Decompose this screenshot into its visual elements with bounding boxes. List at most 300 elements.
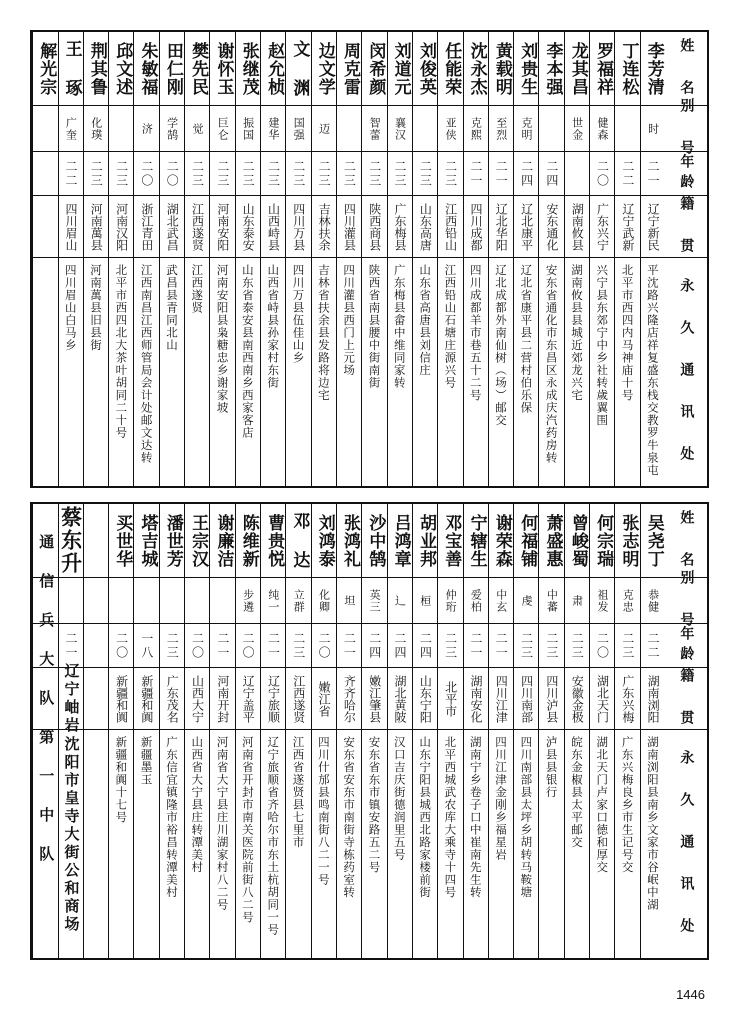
- cell-address: [160, 258, 184, 486]
- cell-origin-text: 山东高唐: [418, 202, 433, 251]
- cell-name-text: 张鸿礼: [340, 513, 361, 568]
- cell-name-text: 樊先民: [188, 41, 209, 96]
- cell-alias: [312, 578, 336, 624]
- cell-alias: [236, 106, 260, 152]
- cell-address-text: 广东梅县畲中维同家转: [392, 264, 407, 389]
- cell-name-text: 买世华: [112, 513, 133, 568]
- cell-origin-text: 四川成都: [468, 202, 483, 251]
- cell-origin: [641, 196, 665, 258]
- roster-column: [361, 32, 386, 486]
- cell-age: [565, 152, 589, 196]
- roster-column: [184, 504, 209, 958]
- cell-name-text: 王宗汉: [188, 513, 209, 568]
- roster-column: [311, 32, 336, 486]
- cell-age-text: 二〇: [595, 631, 610, 660]
- cell-alias: [590, 106, 614, 152]
- roster-column: [108, 504, 133, 958]
- cell-address: [59, 730, 83, 958]
- roster-column: [463, 504, 488, 958]
- roster-column: [209, 504, 234, 958]
- cell-name: [413, 32, 437, 106]
- cell-address: [539, 258, 563, 486]
- cell-alias: [489, 106, 513, 152]
- cell-origin: [210, 668, 234, 730]
- cell-age-text: 二三: [317, 159, 332, 188]
- cell-age-text: 二二: [620, 159, 635, 188]
- cell-address-text: 北平西城武农库大乘寺十四号: [443, 736, 458, 899]
- cell-age-text: 二三: [114, 159, 129, 188]
- cell-name-text: 朱敏福: [137, 41, 158, 96]
- cell-address: [641, 730, 665, 958]
- cell-origin-text: 北平市: [443, 680, 458, 717]
- cell-age-text: 二一: [494, 159, 509, 188]
- cell-address-text: 河南省大宁县庄川湖家村八二号: [215, 736, 230, 911]
- cell-address: [109, 258, 133, 486]
- cell-alias-text: 虔: [520, 594, 534, 607]
- cell-origin-text: 广东兴宁: [595, 202, 610, 251]
- cell-address: [185, 258, 209, 486]
- cell-age-text: 二三: [367, 159, 382, 188]
- cell-alias: [641, 578, 665, 624]
- cell-address: [109, 730, 133, 958]
- cell-origin-text: 河南安阳: [215, 202, 230, 251]
- cell-alias-text: 建华: [266, 116, 280, 141]
- cell-address: [84, 730, 108, 958]
- cell-origin-text: 陕西商县: [367, 202, 382, 251]
- cell-alias: [615, 578, 639, 624]
- cell-name: [312, 504, 336, 578]
- cell-alias: [160, 578, 184, 624]
- cell-name-text: 文 渊: [289, 40, 310, 97]
- roster-column: [614, 504, 639, 958]
- cell-alias-text: 化卿: [317, 588, 331, 613]
- roster-column: [589, 32, 614, 486]
- cell-age: [413, 152, 437, 196]
- cell-origin-text: 江西遂贤: [291, 674, 306, 723]
- cell-name-text: 陈维新: [238, 513, 259, 568]
- cell-age-text: 二四: [519, 159, 534, 188]
- cell-address: [438, 730, 462, 958]
- cell-origin-text: 辽北康平: [519, 202, 534, 251]
- cell-alias-text: 克忠: [621, 588, 635, 613]
- cell-name-text: 赵允桢: [264, 41, 285, 96]
- cell-name-text: 李芳清: [643, 41, 664, 96]
- cell-age: [210, 624, 234, 668]
- cell-age-text: 二三: [393, 159, 408, 188]
- cell-name: [286, 32, 310, 106]
- cell-alias: [337, 106, 361, 152]
- cell-alias: [388, 106, 412, 152]
- cell-name: [362, 504, 386, 578]
- cell-age-text: 二〇: [317, 631, 332, 660]
- cell-alias: [33, 106, 57, 152]
- roster-column: [412, 504, 437, 958]
- cell-name-text: 蔡东升: [58, 506, 83, 575]
- cell-name: [565, 504, 589, 578]
- cell-origin: [84, 668, 108, 730]
- cell-address-text: 山东宁阳县城西北路家楼前街: [418, 736, 433, 899]
- roster-column: [614, 32, 639, 486]
- cell-name: [514, 504, 538, 578]
- roster-column: [488, 32, 513, 486]
- cell-address-text: 陕西省南县腰中街南街: [367, 264, 382, 389]
- cell-alias: [59, 106, 83, 152]
- cell-origin-text: 吉林扶余: [317, 202, 332, 251]
- roster-column: [58, 504, 83, 958]
- cell-address: [514, 258, 538, 486]
- cell-age: [59, 152, 83, 196]
- cell-name: [413, 504, 437, 578]
- cell-address-text: 湖南宁乡卷子口中崔南先生转: [468, 736, 483, 899]
- cell-name-text: 宁辖生: [466, 513, 487, 568]
- cell-name-text: 王 琢: [61, 40, 82, 97]
- cell-origin: [59, 196, 83, 258]
- cell-origin-text: 辽宁新民: [646, 202, 661, 251]
- cell-origin: [236, 196, 260, 258]
- cell-name-text: 吴尧丁: [643, 513, 664, 568]
- cell-alias-text: 中蕃: [545, 588, 559, 613]
- cell-origin-text: 山东宁阳: [418, 674, 433, 723]
- cell-name: [641, 32, 665, 106]
- cell-origin: [286, 668, 310, 730]
- cell-address-text: 山东省高唐县刘信庄: [418, 264, 433, 377]
- cell-alias: [185, 106, 209, 152]
- cell-origin-text: 齐齐哈尔: [342, 674, 357, 723]
- header-age: [665, 152, 707, 196]
- cell-age-text: 二三: [570, 631, 585, 660]
- cell-age: [514, 152, 538, 196]
- cell-alias: [109, 106, 133, 152]
- cell-name-text: 萧盛惠: [542, 513, 563, 568]
- cell-alias: [438, 106, 462, 152]
- cell-origin: [641, 668, 665, 730]
- cell-age: [160, 624, 184, 668]
- cell-name: [185, 504, 209, 578]
- cell-name: [514, 32, 538, 106]
- cell-name: [134, 504, 158, 578]
- roster-column: [235, 504, 260, 958]
- cell-age: [388, 624, 412, 668]
- cell-name: [641, 504, 665, 578]
- cell-address-text: 新疆和阗十七号: [114, 736, 129, 824]
- cell-alias-text: 克熙: [469, 116, 483, 141]
- cell-address-text: 汉口吉庆街德润里五号: [392, 736, 407, 861]
- cell-alias: [565, 106, 589, 152]
- cell-address: [236, 258, 260, 486]
- cell-name-text: 刘道元: [390, 41, 411, 96]
- cell-address-text: 四川什邡县鸣南街八二一号: [316, 736, 331, 886]
- cell-age-text: 二三: [190, 159, 205, 188]
- roster-header-column: [665, 32, 707, 486]
- cell-age: [312, 624, 336, 668]
- cell-address: [261, 730, 285, 958]
- cell-alias: [514, 106, 538, 152]
- cell-address: [312, 258, 336, 486]
- cell-address-text: 江西铅山石塘庄源兴号: [443, 264, 458, 389]
- cell-origin-text: 广东兴梅: [620, 674, 635, 723]
- cell-origin: [438, 668, 462, 730]
- cell-age-text: 二二: [646, 631, 661, 660]
- cell-age: [413, 624, 437, 668]
- cell-address: [388, 258, 412, 486]
- cell-address: [362, 258, 386, 486]
- cell-alias: [514, 578, 538, 624]
- cell-address: [286, 258, 310, 486]
- cell-age-text: 二三: [266, 159, 281, 188]
- cell-address: [464, 258, 488, 486]
- cell-age-text: 二一: [266, 631, 281, 660]
- cell-address-text: 山西省峙县孙家村东街: [266, 264, 281, 389]
- cell-age-text: 二四: [418, 631, 433, 660]
- cell-origin-text: 新疆和阗: [139, 674, 154, 723]
- cell-age: [337, 152, 361, 196]
- cell-alias-text: 辶: [393, 594, 407, 607]
- cell-name: [185, 32, 209, 106]
- cell-name-text: 李本强: [542, 41, 563, 96]
- cell-address: [134, 258, 158, 486]
- cell-name-text: 何宗瑞: [593, 513, 614, 568]
- cell-origin-text: 辽北华阳: [494, 202, 509, 251]
- cell-address: [185, 730, 209, 958]
- cell-origin: [489, 668, 513, 730]
- cell-address-text: 平沈路兴隆店祥复盛东栈交教罗牛泉屯: [645, 264, 660, 477]
- cell-age: [84, 624, 108, 668]
- cell-alias: [286, 106, 310, 152]
- header-origin: [665, 196, 707, 258]
- cell-origin: [514, 668, 538, 730]
- cell-alias: [134, 106, 158, 152]
- cell-address-text: 江西南昌江西师管局会计处邮文达转: [139, 264, 154, 464]
- cell-alias: [362, 106, 386, 152]
- cell-name-text: 胡业邦: [415, 513, 436, 568]
- cell-alias: [565, 578, 589, 624]
- cell-alias-text: 亚侠: [444, 116, 458, 141]
- cell-origin: [109, 196, 133, 258]
- cell-age-text: 二三: [241, 159, 256, 188]
- cell-name: [388, 504, 412, 578]
- cell-alias-text: 桓: [418, 594, 432, 607]
- cell-address-text: 吉林省扶余县发路将边宅: [316, 264, 331, 402]
- roster-column: [538, 32, 563, 486]
- cell-name: [388, 32, 412, 106]
- cell-name: [337, 32, 361, 106]
- cell-origin: [438, 196, 462, 258]
- cell-alias-text: 振国: [241, 116, 255, 141]
- cell-alias-text: 国强: [292, 116, 306, 141]
- cell-origin-text: 浙江青田: [139, 202, 154, 251]
- cell-address-text: 湖南攸县县城近郊龙兴宅: [569, 264, 584, 402]
- cell-address: [134, 730, 158, 958]
- cell-name-text: 黄载明: [491, 41, 512, 96]
- roster-column: [412, 32, 437, 486]
- cell-name-text: 曾峻蜀: [567, 513, 588, 568]
- cell-alias-text: 步遴: [241, 588, 255, 613]
- cell-origin: [464, 196, 488, 258]
- cell-origin: [261, 196, 285, 258]
- cell-address: [337, 730, 361, 958]
- cell-age-text: 二三: [291, 631, 306, 660]
- cell-name-text: 谢怀玉: [213, 41, 234, 96]
- cell-name: [539, 32, 563, 106]
- cell-name-text: 塔吉城: [137, 513, 158, 568]
- cell-address-text: 广东信宜镇隆市裕昌转潭美村: [164, 736, 179, 899]
- cell-address-text: 武昌县青同北山: [164, 264, 179, 352]
- cell-origin: [514, 196, 538, 258]
- cell-alias: [464, 578, 488, 624]
- cell-address-text: 四川眉山白马乡: [63, 264, 78, 352]
- cell-address-text: 山东省泰安县南西南乡西家客店: [240, 264, 255, 439]
- cell-address: [388, 730, 412, 958]
- cell-origin-text: 湖北黄陂: [393, 674, 408, 723]
- cell-address-text: 四川成都羊市巷五十二号: [468, 264, 483, 402]
- cell-address-text: 安东省东市镇安路五二号: [367, 736, 382, 874]
- cell-age: [210, 152, 234, 196]
- cell-name: [210, 504, 234, 578]
- cell-address-text: 安东省安东市南街寺栋药室转: [342, 736, 357, 899]
- roster-column: [387, 32, 412, 486]
- cell-origin-text: 湖南浏阳: [646, 674, 661, 723]
- cell-address: [261, 258, 285, 486]
- cell-address: [337, 258, 361, 486]
- cell-alias-text: 中玄: [494, 588, 508, 613]
- cell-alias-text: 广奎: [64, 116, 78, 141]
- cell-address: [489, 258, 513, 486]
- cell-alias: [59, 578, 83, 624]
- header-origin-text: 籍 贯: [678, 667, 695, 730]
- roster-column: [58, 32, 83, 486]
- cell-name-text: 沈永杰: [466, 41, 487, 96]
- cell-address: [514, 730, 538, 958]
- cell-alias-text: 时: [646, 122, 660, 135]
- cell-name: [438, 32, 462, 106]
- cell-age: [438, 624, 462, 668]
- cell-name-text: 曹贵悦: [264, 513, 285, 568]
- cell-age: [261, 624, 285, 668]
- cell-origin-text: 辽宁武新: [620, 202, 635, 251]
- cell-name: [59, 504, 83, 578]
- roster-column: [285, 504, 310, 958]
- cell-name: [236, 32, 260, 106]
- cell-age: [236, 152, 260, 196]
- cell-origin-text: 四川江津: [494, 674, 509, 723]
- header-address-text: 永 久 通 讯 处: [678, 750, 695, 938]
- cell-alias: [210, 106, 234, 152]
- cell-age-text: 二〇: [114, 631, 129, 660]
- cell-origin: [565, 668, 589, 730]
- cell-alias-text: 世金: [570, 116, 584, 141]
- cell-age: [33, 152, 57, 196]
- cell-origin-text: 四川灌县: [342, 202, 357, 251]
- cell-name-text: 潘世芳: [162, 513, 183, 568]
- cell-origin-text: 江西遂贤: [190, 202, 205, 251]
- cell-alias-text: 恭健: [646, 588, 660, 613]
- cell-origin: [160, 668, 184, 730]
- cell-address-text: 四川江津金刚乡福星岩: [494, 736, 508, 861]
- cell-age-text: 二三: [443, 631, 458, 660]
- roster-column: [640, 504, 665, 958]
- cell-age: [337, 624, 361, 668]
- cell-origin: [185, 668, 209, 730]
- cell-age: [109, 624, 133, 668]
- cell-origin: [362, 668, 386, 730]
- roster-column: [83, 504, 108, 958]
- cell-alias-text: 爱柏: [469, 588, 483, 613]
- cell-name: [261, 504, 285, 578]
- cell-address: [464, 730, 488, 958]
- header-name: [665, 32, 707, 106]
- cell-name-text: 解光宗: [36, 41, 57, 96]
- cell-origin-text: 山西峙县: [266, 202, 281, 251]
- cell-address-text: 河南省开封市南关医院前街八二号: [240, 736, 255, 924]
- cell-address-text: 辽北成都外南仙树（场）邮交: [494, 264, 508, 427]
- roster-column: [513, 32, 538, 486]
- cell-name: [236, 504, 260, 578]
- cell-age-text: 二二: [63, 159, 78, 188]
- cell-age: [514, 624, 538, 668]
- cell-address: [641, 258, 665, 486]
- cell-age-text: 二一: [215, 631, 230, 660]
- cell-alias-text: 化璞: [89, 116, 103, 141]
- roster-column: [437, 32, 462, 486]
- cell-age-text: 二三: [342, 159, 357, 188]
- cell-address: [33, 258, 57, 486]
- cell-origin-text: 嫩江肇县: [367, 674, 382, 723]
- cell-address-text: 湖南浏阳县南乡文家市谷岷中湖: [645, 736, 660, 911]
- cell-alias-text: 坦: [342, 594, 356, 607]
- cell-name: [615, 504, 639, 578]
- cell-name: [615, 32, 639, 106]
- cell-address: [565, 258, 589, 486]
- cell-alias-text: 祖发: [595, 588, 609, 613]
- cell-age: [438, 152, 462, 196]
- cell-address-text: 江西遂贤: [190, 264, 205, 314]
- header-address-text: 永 久 通 讯 处: [678, 278, 695, 466]
- cell-address-text: 四川灌县西门上元场: [342, 264, 357, 377]
- cell-address: [312, 730, 336, 958]
- cell-origin: [413, 196, 437, 258]
- cell-name-text: 荆其鲁: [86, 41, 107, 96]
- cell-age: [464, 624, 488, 668]
- cell-age-text: 二三: [165, 631, 180, 660]
- cell-age-text: 二三: [443, 159, 458, 188]
- cell-address: [210, 258, 234, 486]
- cell-origin-text: 河南萬县: [89, 202, 104, 251]
- cell-age-text: 二〇: [190, 631, 205, 660]
- cell-address-text: 四川万县伍佳山乡: [291, 264, 306, 364]
- header-alias: [665, 97, 707, 160]
- cell-name: [590, 504, 614, 578]
- roster-column: [260, 32, 285, 486]
- cell-name-text: 丁连松: [618, 41, 639, 96]
- cell-name-text: 龙其昌: [567, 41, 588, 96]
- cell-age-text: 二三: [519, 631, 534, 660]
- cell-name-text: 田仁刚: [162, 41, 183, 96]
- cell-alias: [413, 578, 437, 624]
- cell-name: [160, 504, 184, 578]
- cell-name: [84, 32, 108, 106]
- cell-age-text: 二一: [468, 631, 483, 660]
- cell-age: [641, 624, 665, 668]
- cell-origin-text: 四川万县: [291, 202, 306, 251]
- cell-alias: [590, 578, 614, 624]
- header-age-text: 年龄: [678, 625, 695, 666]
- cell-alias: [539, 578, 563, 624]
- roster-column: [209, 32, 234, 486]
- cell-age: [261, 152, 285, 196]
- roster-column: [437, 504, 462, 958]
- cell-address: [286, 730, 310, 958]
- cell-name-text: 刘贵生: [517, 41, 538, 96]
